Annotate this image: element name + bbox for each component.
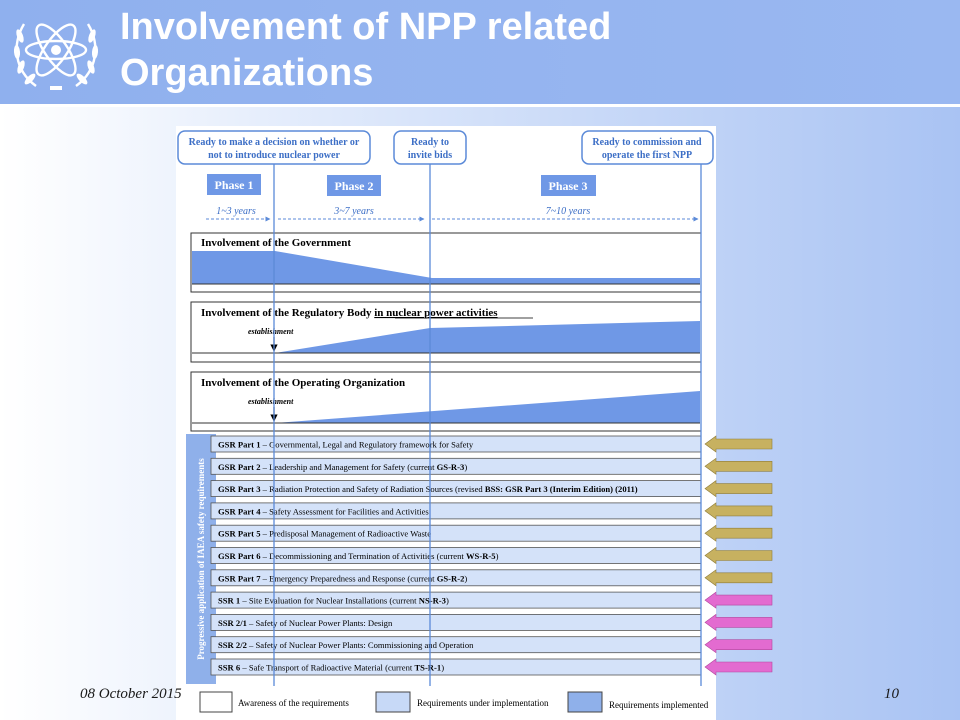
requirement-row xyxy=(211,548,772,564)
requirement-text xyxy=(218,663,444,673)
legend-swatch-under-implementation xyxy=(376,692,410,712)
milestone-commission-line2: operate the first NPP xyxy=(601,150,693,161)
requirement-reference: BSS: GSR Part 3 (Interim Edition) (2011) xyxy=(484,484,638,495)
gold-left-arrow-icon xyxy=(705,458,772,474)
requirement-title: – Site Evaluation for Nuclear Installations (current xyxy=(240,595,419,606)
requirement-code: SSR 2/2 xyxy=(218,640,247,651)
legend-swatch-awareness xyxy=(200,692,232,712)
phase-2-duration: 3~7 years xyxy=(334,206,374,217)
requirement-code: GSR Part 1 xyxy=(218,439,261,450)
requirement-title: – Governmental, Legal and Regulatory framework for Safety xyxy=(260,439,474,450)
requirement-reference: TS-R-1 xyxy=(414,662,442,673)
milestone-bids-line1: Ready to xyxy=(410,137,450,148)
slide-title-line2: Organizations xyxy=(120,52,374,94)
regulatory-involvement-label xyxy=(201,307,498,319)
requirement-reference: GS-R-3 xyxy=(436,461,465,472)
requirement-title: – Safe Transport of Radioactive Material (current xyxy=(240,662,415,673)
requirement-suffix: ) xyxy=(441,662,445,673)
requirement-code: GSR Part 7 xyxy=(218,573,261,584)
gold-left-arrow-icon xyxy=(705,481,772,497)
requirement-row xyxy=(211,503,772,519)
operating-involvement-panel xyxy=(191,372,701,431)
pink-left-arrow-icon xyxy=(705,592,772,608)
requirement-text xyxy=(218,484,638,494)
requirement-text xyxy=(218,440,474,450)
requirement-text xyxy=(218,551,499,561)
requirement-title: – Leadership and Management for Safety (current xyxy=(260,461,437,472)
gold-left-arrow-icon xyxy=(705,570,772,586)
footer-date: 08 October 2015 xyxy=(80,686,182,702)
requirement-row xyxy=(211,570,772,586)
requirement-code: SSR 2/1 xyxy=(218,617,247,628)
requirement-text xyxy=(218,640,474,650)
pink-left-arrow-icon xyxy=(705,659,772,675)
requirement-code: GSR Part 4 xyxy=(218,506,261,517)
operating-involvement-label: Involvement of the Operating Organization xyxy=(201,377,406,389)
requirement-row xyxy=(211,481,772,497)
slide-title-line1: Involvement of NPP related xyxy=(120,6,612,48)
gold-left-arrow-icon xyxy=(705,525,772,541)
legend-label-under-implementation: Requirements under implementation xyxy=(417,698,549,708)
milestone-commission xyxy=(582,131,713,164)
requirement-code: GSR Part 3 xyxy=(218,484,261,495)
milestone-bids-line2: invite bids xyxy=(407,150,453,161)
phase-2-label: Phase 2 xyxy=(334,179,374,193)
legend-label-implemented: Requirements implemented xyxy=(609,700,709,710)
requirement-title: – Decommissioning and Termination of Activities (current xyxy=(260,551,466,561)
pink-left-arrow-icon xyxy=(705,637,772,653)
government-involvement-panel xyxy=(191,233,701,292)
gold-left-arrow-icon xyxy=(705,548,772,564)
requirement-row xyxy=(211,525,772,541)
requirement-suffix: ) xyxy=(445,595,449,606)
requirement-title: – Safety of Nuclear Power Plants: Design xyxy=(246,617,393,628)
requirement-suffix: ) xyxy=(495,551,499,561)
gold-left-arrow-icon xyxy=(705,436,772,452)
phase-1-label: Phase 1 xyxy=(214,178,254,192)
pink-left-arrow-icon xyxy=(705,614,772,630)
requirement-row xyxy=(211,436,772,452)
requirement-reference: NS-R-3 xyxy=(418,595,446,606)
requirement-code: SSR 6 xyxy=(218,662,241,673)
milestone-decision-line2: not to introduce nuclear power xyxy=(208,150,340,161)
requirement-code: GSR Part 5 xyxy=(218,528,261,539)
regulatory-label-prefix: Involvement of the Regulatory Body xyxy=(201,307,375,319)
footer-page-number: 10 xyxy=(884,686,899,702)
requirement-title: – Safety of Nuclear Power Plants: Commissioning and Operation xyxy=(246,640,474,651)
milestone-commission-line1: Ready to commission and xyxy=(592,137,702,148)
phase-3-label: Phase 3 xyxy=(548,179,588,193)
gold-left-arrow-icon xyxy=(705,503,772,519)
requirement-row xyxy=(211,637,772,653)
requirement-reference: WS-R-5 xyxy=(465,551,496,561)
regulatory-involvement-panel xyxy=(191,302,701,362)
requirement-row xyxy=(211,659,772,675)
requirement-text xyxy=(218,506,429,516)
requirement-code: GSR Part 2 xyxy=(218,461,261,472)
phase-3-duration: 7~10 years xyxy=(545,206,591,217)
requirement-title: – Predisposal Management of Radioactive Waste xyxy=(260,528,432,539)
requirement-title: – Emergency Preparedness and Response (current xyxy=(260,573,437,584)
requirement-code: GSR Part 6 xyxy=(218,551,261,561)
requirements-list xyxy=(211,436,772,675)
requirement-text xyxy=(218,596,449,606)
milestone-decision xyxy=(178,131,370,164)
legend-label-awareness: Awareness of the requirements xyxy=(238,698,349,708)
requirement-text xyxy=(218,529,431,539)
requirement-row xyxy=(211,614,772,630)
milestone-decision-line1: Ready to make a decision on whether or xyxy=(188,137,360,148)
requirement-code: SSR 1 xyxy=(218,595,241,606)
requirement-title: – Radiation Protection and Safety of Radiation Sources (revised xyxy=(260,484,485,495)
phase-1-duration: 1~3 years xyxy=(216,206,256,217)
requirement-suffix: ) xyxy=(464,461,468,472)
regulatory-establishment-label: establishment xyxy=(248,327,294,336)
requirement-text xyxy=(218,618,393,628)
requirement-suffix: ) xyxy=(464,573,468,584)
requirement-row xyxy=(211,592,772,608)
government-involvement-label: Involvement of the Government xyxy=(201,237,352,249)
operating-establishment-label: establishment xyxy=(248,397,294,406)
regulatory-label-underlined: in nuclear power activities xyxy=(374,307,498,319)
requirement-reference: GS-R-2 xyxy=(436,573,465,584)
requirement-title: – Safety Assessment for Facilities and Activities xyxy=(260,506,429,517)
requirement-row xyxy=(211,458,772,474)
milestone-bids xyxy=(394,131,466,164)
legend-swatch-implemented xyxy=(568,692,602,712)
requirements-side-label: Progressive application of IAEA safety requirements xyxy=(196,458,206,660)
